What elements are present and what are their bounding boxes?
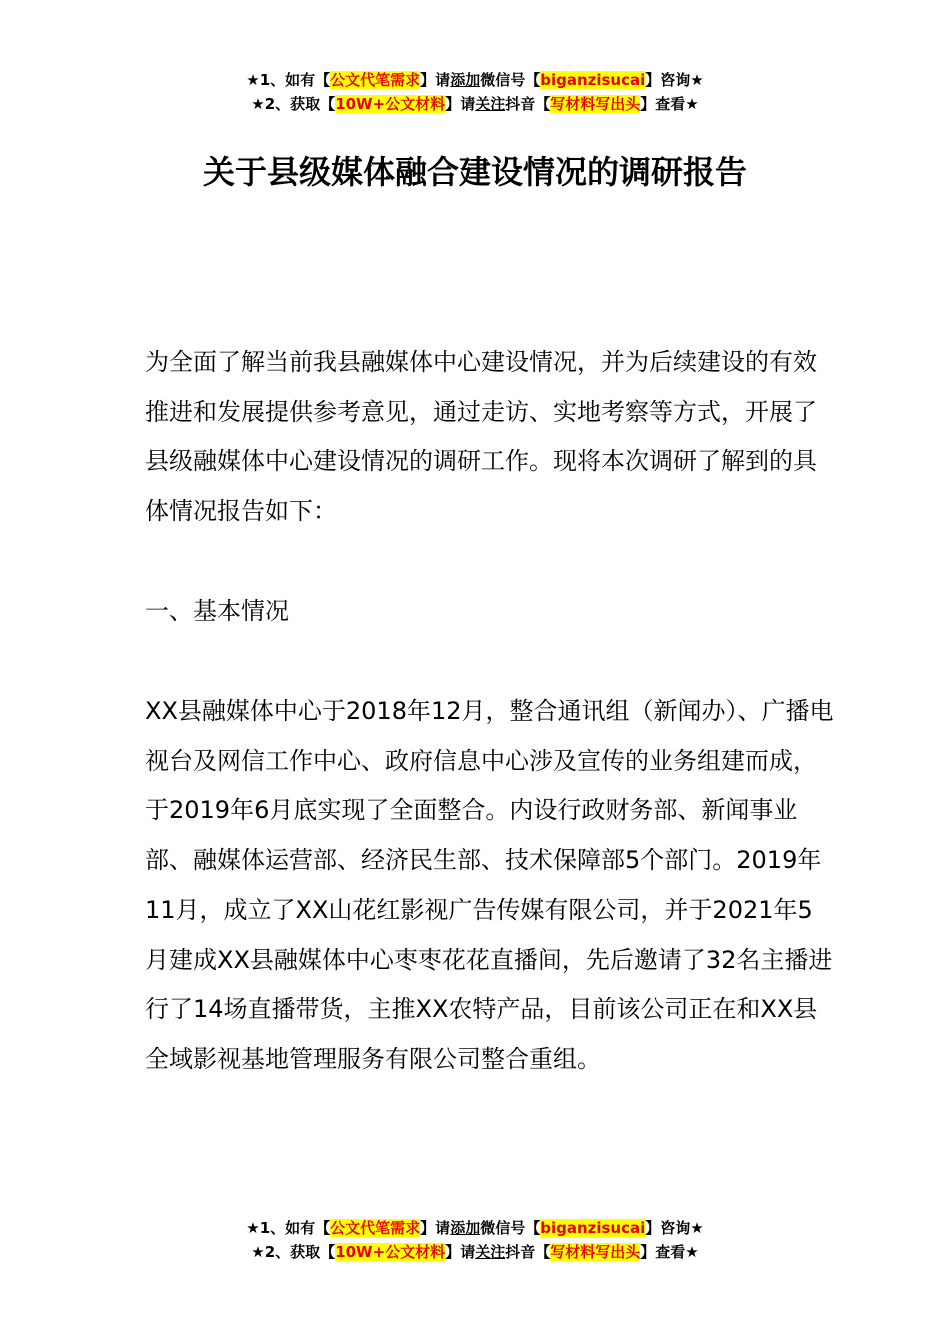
banner-text: 】请 (445, 1243, 476, 1261)
banner-text: ★2、获取【 (251, 1243, 336, 1261)
banner-text: 】咨询★ (645, 1219, 704, 1237)
footer-banner (0, 1216, 950, 1264)
document-title: 关于县级媒体融合建设情况的调研报告 (202, 153, 747, 191)
banner-emphasis: 添加 (450, 71, 481, 89)
banner-text: 】请 (445, 95, 476, 113)
banner-text: 】咨询★ (645, 71, 704, 89)
banner-text: 微信号【 (480, 71, 541, 89)
header-banner (0, 68, 950, 116)
intro-paragraph: 为全面了解当前我县融媒体中心建设情况，并为后续建设的有效推进和发展提供参考意见，通过走访、实地考察等方式，开展了县级融媒体中心建设情况的调研工作。现将本次调研了解到的具体情况报告如下： (145, 348, 817, 526)
banner-text: ★2、获取【 (251, 95, 336, 113)
banner-highlight: biganzisucai (540, 71, 646, 89)
banner-text: ★1、如有【 (246, 1219, 331, 1237)
banner-text: 】请 (420, 1219, 451, 1237)
banner-text: ★1、如有【 (246, 71, 331, 89)
banner-highlight: 写材料写出头 (550, 1243, 641, 1261)
banner-highlight: 10W+公文材料 (335, 1243, 446, 1261)
banner-text: 】查看★ (640, 95, 699, 113)
banner-line-2 (0, 1240, 950, 1264)
banner-highlight: 10W+公文材料 (335, 95, 446, 113)
banner-highlight: 公文代笔需求 (330, 1219, 421, 1237)
section-body-paragraph: XX县融媒体中心于2018年12月，整合通讯组（新闻办）、广播电视台及网信工作中心、政府信息中心涉及宣传的业务组建而成，于2019年6月底实现了全面整合。内设行政财务部、新闻事业部、融媒体运营部、经济民生部、技术保障部5个部门。2019年11月，成立了XX山花红影视广告传媒有限公司，并于2021年5月建成XX县融媒体中心枣枣花花直播间，先后邀请了32名主播进行了14场直播带货，主推XX农特产品，目前该公司正在和XX县全域影视基地管理服务有限公司整合重组。 (145, 697, 834, 1073)
section-heading: 一、基本情况 (145, 597, 289, 625)
banner-highlight: 公文代笔需求 (330, 71, 421, 89)
banner-text: 】查看★ (640, 1243, 699, 1261)
banner-text: 抖音【 (505, 1243, 551, 1261)
banner-line-1 (0, 68, 950, 92)
banner-line-2 (0, 92, 950, 116)
banner-text: 抖音【 (505, 95, 551, 113)
banner-emphasis: 关注 (475, 1243, 506, 1261)
banner-highlight: biganzisucai (540, 1219, 646, 1237)
banner-emphasis: 添加 (450, 1219, 481, 1237)
banner-highlight: 写材料写出头 (550, 95, 641, 113)
banner-text: 】请 (420, 71, 451, 89)
banner-line-1 (0, 1216, 950, 1240)
banner-text: 微信号【 (480, 1219, 541, 1237)
banner-emphasis: 关注 (475, 95, 506, 113)
